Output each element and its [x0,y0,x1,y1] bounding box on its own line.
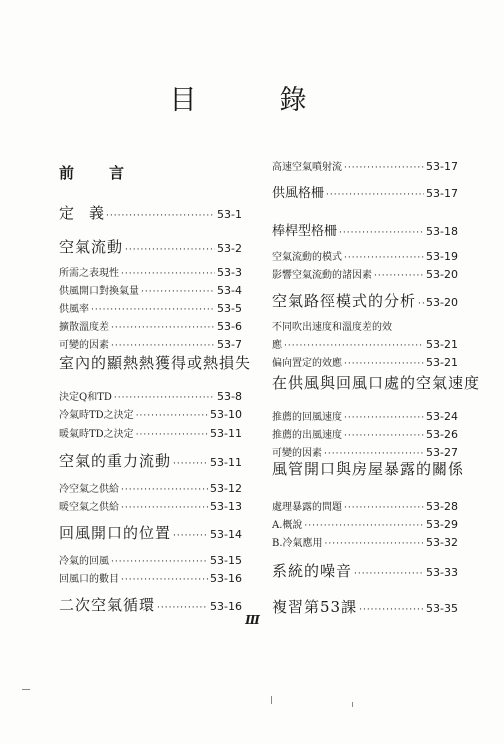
toc-entry-title: A.概說 [272,520,303,531]
toc-entry [272,534,458,549]
toc-entry-page: 53-8 [217,390,242,403]
toc-entry [272,498,458,513]
toc-entry-page: 53-24 [426,410,458,423]
toc-entry [59,450,242,471]
toc-entry [59,352,252,373]
toc-entry-page: 53-20 [426,296,458,309]
dot-leader [344,503,424,513]
dot-leader [106,211,215,221]
toc-entry-page: 53-19 [426,250,458,263]
toc-entry-title: 冷氣時TD之決定 [59,410,134,421]
dot-leader [344,163,424,173]
toc-entry-page: 53-5 [217,302,242,315]
dot-leader [344,413,424,423]
dot-leader [125,245,215,255]
toc-entry [59,498,242,513]
toc-entry-title: 冷空氣之供給 [59,484,119,495]
toc-entry-title: 空氣的重力流動 [59,452,172,470]
toc-entry-page: 53-13 [210,500,242,513]
toc-entry [59,522,242,543]
toc-entry [59,264,242,279]
dot-leader [173,459,208,469]
toc-entry-page: 53-16 [210,600,242,613]
toc-entry [272,158,458,173]
toc-entry [59,162,242,183]
toc-entry-page: 53-1 [217,208,242,221]
toc-entry-title: 定 義 [59,204,105,222]
toc-entry-page: 53-20 [426,268,458,281]
dot-leader [325,539,425,549]
toc-entry-page: 53-14 [210,528,242,541]
toc-entry-title: 可變的因素 [59,340,109,351]
toc-entry [272,354,458,369]
dot-leader [121,503,208,513]
dot-leader [354,569,424,579]
toc-entry-title: 空氣流動的模式 [272,252,342,263]
toc-entry-title: 偏向置定的效應 [272,358,342,369]
toc-entry [272,220,458,239]
dot-leader [344,253,424,263]
toc-entry-page: 53-35 [426,602,458,615]
toc-entry-title: 影響空氣流動的諸因素 [272,270,372,281]
toc-entry-page: 53-32 [426,536,458,549]
toc-entry-title: 風管開口與房屋暴露的關係 [272,460,465,478]
toc-entry-title: 高速空氣噴射流 [272,162,342,173]
toc-entry-title: 回風口的數目 [59,574,119,585]
toc-entry [59,236,242,257]
toc-entry-title: 前 言 [59,164,135,182]
toc-entry-page: 53-16 [210,572,242,585]
toc-entry-page: 53-4 [217,284,242,297]
toc-entry [272,336,458,351]
toc-entry [272,266,458,281]
toc-entry [59,388,242,403]
toc-entry-title: 不同吹出速度和溫度差的效 [272,322,392,333]
toc-entry-title: 在供風與回風口處的空氣速度 [272,374,481,392]
toc-entry-page: 53-33 [426,566,458,579]
toc-entry-title: 回風開口的位置 [59,524,172,542]
toc-entry-title: B.冷氣應用 [272,538,323,549]
dot-leader [121,269,215,279]
dot-leader [111,323,215,333]
dot-leader [374,271,424,281]
toc-entry-title: 擴散溫度差 [59,322,109,333]
toc-entry [272,182,458,201]
toc-entry-page: 53-6 [217,320,242,333]
toc-entry-title: 冷氣的回風 [59,556,109,567]
toc-entry-page: 53-18 [426,225,458,238]
toc-entry [59,594,242,615]
dot-leader [136,411,208,421]
toc-entry-title: 推薦的回風速度 [272,412,342,423]
toc-entry-title: 決定Q和TD [59,392,112,403]
dot-leader [344,359,424,369]
dot-leader [344,431,424,441]
dot-leader [141,287,215,297]
toc-entry [272,408,458,423]
toc-entry-title: 供風開口對換氣量 [59,286,139,297]
toc-entry-title: 應 [272,340,282,351]
toc-entry-page: 53-11 [210,456,242,469]
toc-entry [59,480,242,495]
dot-leader [91,305,215,315]
toc-entry [272,290,458,311]
toc-entry [59,300,242,315]
toc-entry-page: 53-17 [426,187,458,200]
toc-entry-page: 53-2 [217,242,242,255]
toc-entry [59,425,242,440]
toc-entry [272,372,481,393]
toc-entry [59,336,242,351]
toc-entry-title: 所需之表現性 [59,268,119,279]
dot-leader [114,393,215,403]
toc-entry-title: 暖氣時TD之決定 [59,429,134,440]
toc-entry-page: 53-26 [426,428,458,441]
toc-entry [272,458,465,479]
toc-entry-title: 推薦的出風速度 [272,430,342,441]
toc-entry-title: 空氣路徑模式的分析 [272,292,417,310]
dot-leader [418,299,424,309]
dot-leader [121,485,208,495]
toc-entry [59,552,242,567]
dot-leader [111,557,208,567]
toc-entry-page: 53-29 [426,518,458,531]
toc-entry [272,444,458,459]
toc-entry [59,282,242,297]
dot-leader [111,341,215,351]
scan-speck [352,702,353,707]
dot-leader [157,603,208,613]
scan-speck [22,689,30,690]
toc-entry [59,406,242,421]
dot-leader [304,521,424,531]
toc-entry-page: 53-10 [210,408,242,421]
toc-entry [272,318,458,333]
toc-entry-page: 53-11 [210,427,242,440]
toc-entry-title: 暖空氣之供給 [59,502,119,513]
toc-entry-title: 供風率 [59,304,89,315]
toc-entry-page: 53-21 [426,356,458,369]
toc-entry [59,570,242,585]
dot-leader [339,228,424,238]
toc-entry-title: 棒桿型格柵 [272,224,338,239]
toc-entry-page: 53-15 [210,554,242,567]
dot-leader [121,575,208,585]
toc-entry-page: 53-27 [426,446,458,459]
dot-leader [326,190,424,200]
dot-leader [173,531,208,541]
toc-entry [272,248,458,263]
toc-entry-title: 系統的噪音 [272,562,353,580]
toc-entry-page: 53-17 [426,160,458,173]
toc-entry [59,318,242,333]
toc-entry-title: 二次空氣循環 [59,596,156,614]
toc-entry-page: 53-21 [426,338,458,351]
toc-entry-title: 複習第53課 [272,598,358,616]
toc-entry-page: 53-28 [426,500,458,513]
toc-entry [59,202,242,223]
dot-leader [136,430,208,440]
dot-leader [284,341,424,351]
toc-entry-title: 供風格柵 [272,186,325,201]
toc-entry [272,516,458,531]
toc-entry-title: 空氣流動 [59,238,124,256]
page-title: 目 錄 [169,85,335,116]
toc-entry-page: 53-12 [210,482,242,495]
scan-speck [271,696,272,704]
toc-entry-title: 可變的因素 [272,448,322,459]
toc-entry-page: 53-7 [217,338,242,351]
toc-entry-title: 處理暴露的問題 [272,502,342,513]
toc-entry-title: 室內的顯熱熱獲得或熱損失 [59,354,252,372]
page-folio: III [245,613,259,627]
toc-entry-page: 53-3 [217,266,242,279]
toc-entry [272,560,458,581]
toc-entry [272,426,458,441]
